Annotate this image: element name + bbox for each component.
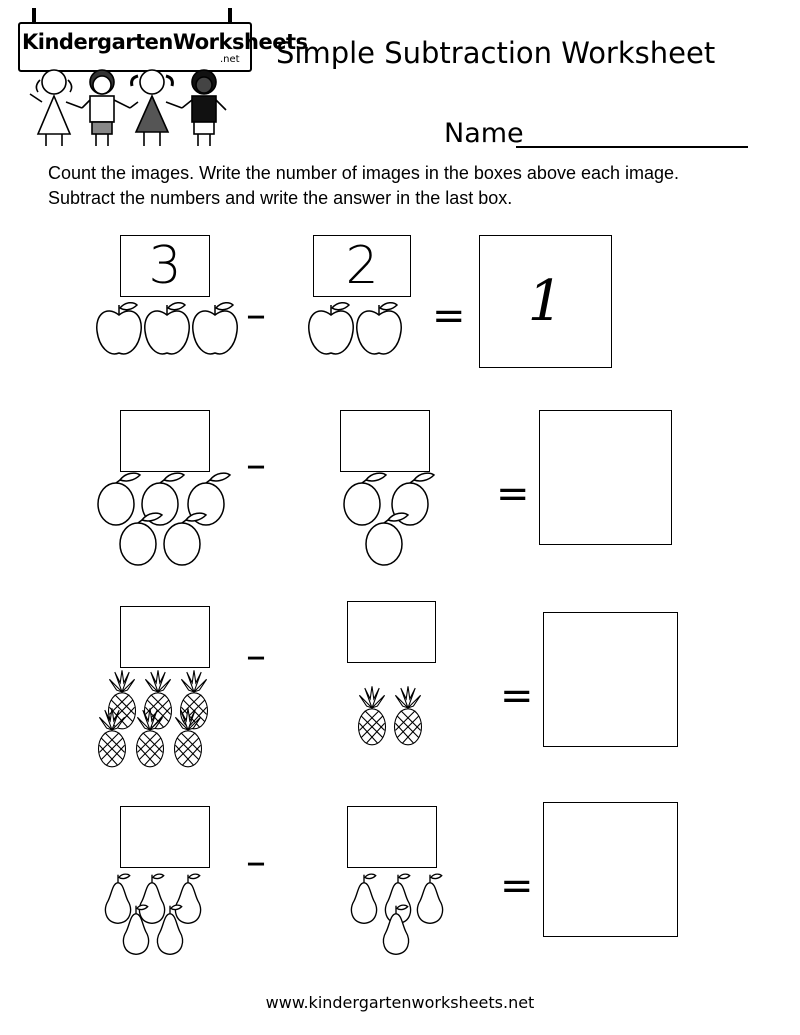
p4-equals-sign: = [500, 863, 534, 909]
pineapple-icon [359, 686, 386, 745]
kids-holding-hands-illustration [24, 66, 244, 148]
p3-equals-sign: = [500, 673, 534, 719]
site-logo [14, 8, 308, 148]
apple-icon [97, 303, 141, 354]
pear-icon [175, 874, 200, 923]
p4-subtrahend-pears [346, 872, 450, 962]
p1-subtrahend-apples [306, 299, 406, 361]
p1-minuend-apples [94, 299, 244, 361]
p3-minus-sign: – [246, 633, 266, 679]
pineapple-icon [395, 686, 422, 745]
apple-icon [145, 303, 189, 354]
name-blank-line[interactable] [516, 146, 748, 148]
logo-suffix: .net [220, 54, 240, 65]
p2-minuend-box[interactable] [120, 410, 210, 472]
apple-icon [309, 303, 353, 354]
apple-icon [357, 303, 401, 354]
pear-icon [351, 874, 376, 923]
p4-minus-sign: – [246, 839, 266, 885]
p2-subtrahend-box[interactable] [340, 410, 430, 472]
p1-minuend-box[interactable] [120, 235, 210, 297]
pear-icon [105, 874, 130, 923]
p1-equals-sign: = [432, 293, 466, 339]
apple-icon [193, 303, 237, 354]
pear-icon [417, 874, 442, 923]
p2-answer-box[interactable] [539, 410, 672, 545]
p3-minuend-box[interactable] [120, 606, 210, 668]
footer-url: www.kindergartenworksheets.net [265, 993, 535, 1012]
p3-subtrahend-pineapples [354, 684, 434, 750]
lemon-icon [344, 473, 386, 525]
p4-subtrahend-box[interactable] [347, 806, 437, 868]
p2-subtrahend-lemons [338, 470, 448, 576]
p1-minus-sign: – [246, 292, 266, 338]
instruction-line-2: Subtract the numbers and write the answer in the last box. [48, 188, 513, 208]
p4-minuend-pears [100, 872, 212, 962]
instruction-line-1: Count the images. Write the number of images in the boxes above each image. [48, 163, 680, 183]
p2-minuend-lemons [92, 470, 242, 576]
p1-subtrahend-box[interactable] [313, 235, 411, 297]
p1-minuend-value: 3 [148, 236, 182, 296]
p3-minuend-pineapples [94, 670, 218, 772]
p1-answer-box[interactable] [479, 235, 612, 368]
p4-answer-box[interactable] [543, 802, 678, 937]
logo-text: KindergartenWorksheets [22, 30, 308, 54]
lemon-icon [98, 473, 140, 525]
p2-minus-sign: – [246, 442, 266, 488]
name-label: Name [444, 118, 524, 149]
page-title: Simple Subtraction Worksheet [276, 36, 716, 70]
p4-minuend-box[interactable] [120, 806, 210, 868]
p3-subtrahend-box[interactable] [347, 601, 436, 663]
pear-icon [139, 874, 164, 923]
p1-subtrahend-value: 2 [345, 236, 379, 296]
p2-equals-sign: = [496, 471, 530, 517]
p1-answer-value: 1 [527, 269, 564, 334]
p3-answer-box[interactable] [543, 612, 678, 747]
